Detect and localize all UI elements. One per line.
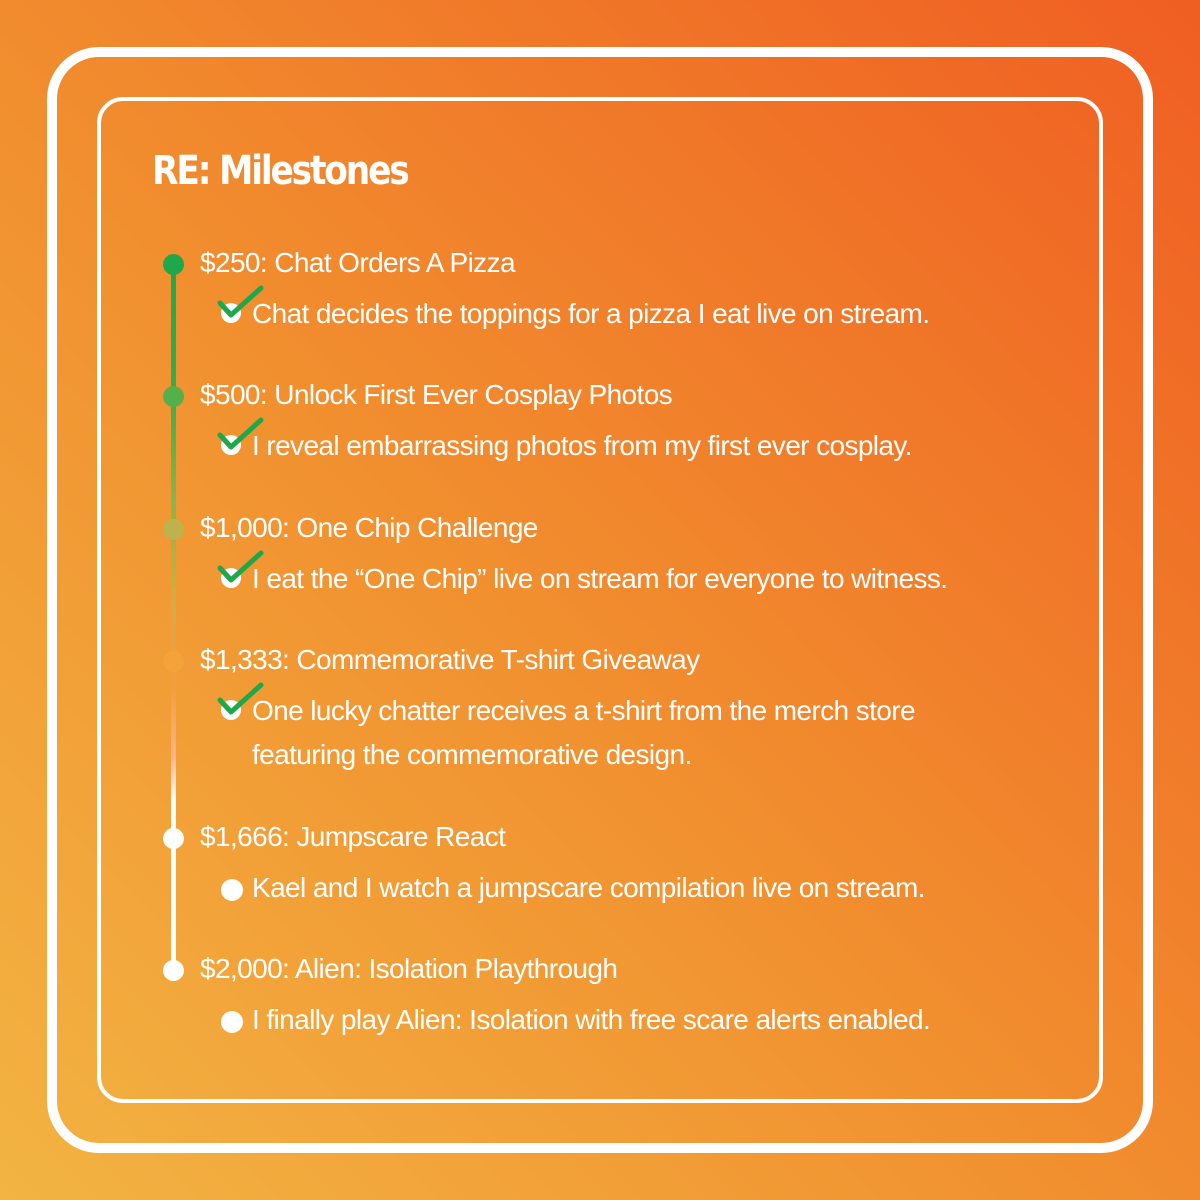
milestone-heading: $250: Chat Orders A Pizza (200, 247, 515, 278)
milestone-heading: $2,000: Alien: Isolation Playthrough (200, 953, 618, 984)
timeline-dot (163, 651, 184, 672)
timeline-dot (163, 828, 184, 849)
milestone-description: I finally play Alien: Isolation with free scare alerts enabled. (252, 1004, 931, 1035)
bullet-dot-icon (221, 879, 243, 901)
timeline-line (171, 262, 176, 970)
milestone-description: Chat decides the toppings for a pizza I eat live on stream. (252, 298, 930, 329)
page-title: RE: Milestones (152, 148, 408, 194)
milestone-description: I eat the “One Chip” live on stream for everyone to witness. (252, 563, 948, 594)
milestone-description: Kael and I watch a jumpscare compilation live on stream. (252, 872, 925, 903)
milestone-heading: $1,000: One Chip Challenge (200, 512, 538, 543)
timeline-dot (163, 386, 184, 407)
milestone-description: I reveal embarrassing photos from my first ever cosplay. (252, 430, 912, 461)
timeline-dot (163, 254, 184, 275)
timeline-dot (163, 960, 184, 981)
milestone-heading: $500: Unlock First Ever Cosplay Photos (200, 379, 673, 410)
timeline-dot (163, 519, 184, 540)
milestone-description: One lucky chatter receives a t-shirt from the merch store featuring the commemorative design. (252, 695, 915, 770)
milestone-heading: $1,333: Commemorative T-shirt Giveaway (200, 644, 700, 675)
bullet-dot-icon (221, 1011, 243, 1033)
milestone-heading: $1,666: Jumpscare React (200, 821, 506, 852)
